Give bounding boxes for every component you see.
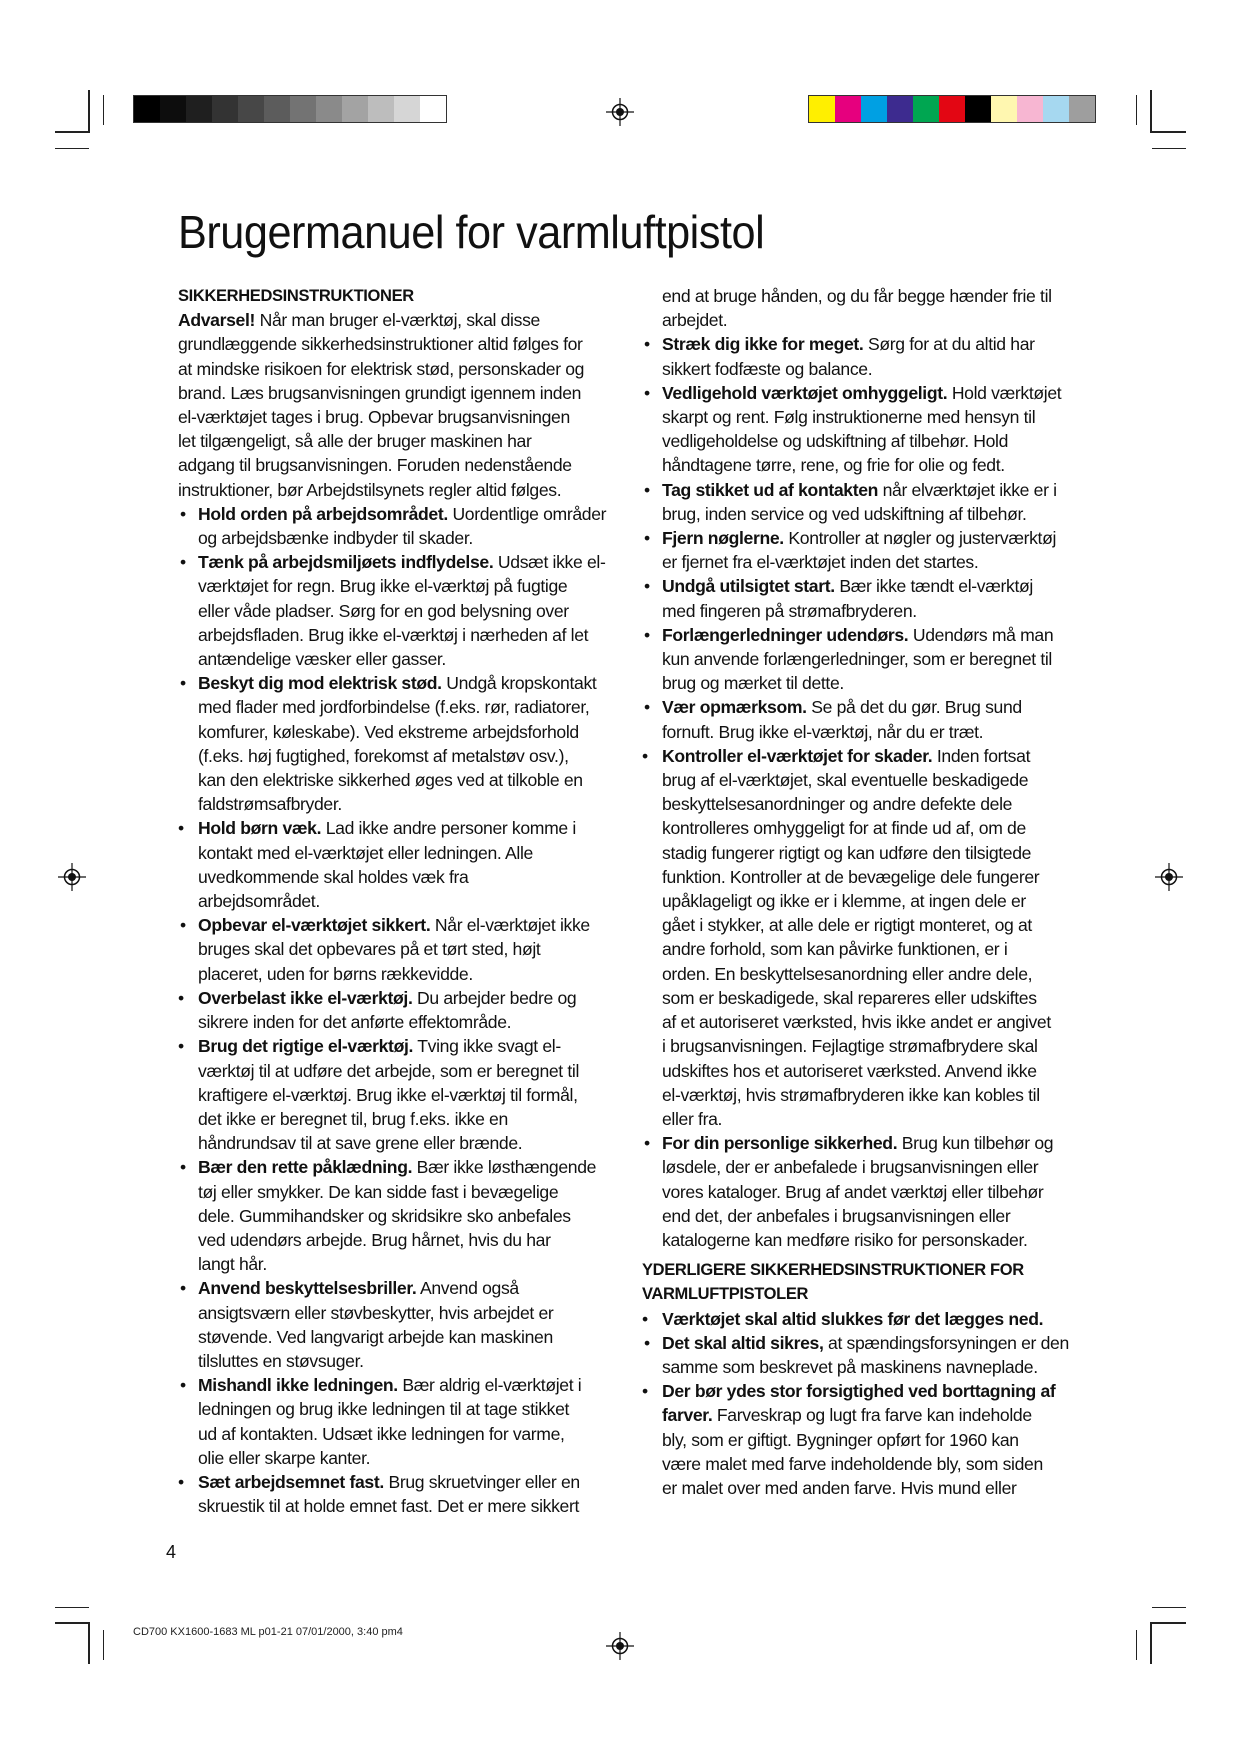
- item-heading: Tag stikket ud af kontakten: [662, 479, 879, 500]
- gray-swatch: [368, 96, 394, 122]
- section-heading-2: YDERLIGERE SIKKERHEDSINSTRUKTIONER FOR VARMLUFTPISTOLER: [642, 1261, 1024, 1304]
- list-item: • Hold orden på arbejdsområdet. Uordentlige områder og arbejdsbænke indbyder til skader.: [178, 502, 618, 550]
- gray-swatch: [264, 96, 290, 122]
- crop-mark-bl-v2: [103, 1630, 104, 1660]
- color-swatch: [887, 96, 913, 122]
- color-swatch: [1069, 96, 1095, 122]
- item-heading: Bær den rette påklædning.: [198, 1157, 413, 1178]
- gray-swatch: [394, 96, 420, 122]
- page-title: Brugermanuel for varmluftpistol: [178, 206, 765, 258]
- list-item: • Beskyt dig mod elektrisk stød. Undgå kropskontakt med flader med jordforbindelse (f.eks. rør, radiatorer, komfurer, køleskabe). Ved ekstreme arbejdsforhold (f.eks. høj fugtighed, forekomst af metalstøv osv.), kan den elektriske sikkerhed øges ved at tilkoble en faldstrømsafbryder.: [178, 671, 618, 816]
- crop-mark-br-v2: [1136, 1630, 1137, 1660]
- gray-swatch: [160, 96, 186, 122]
- list-item: • Undgå utilsigtet start. Bær ikke tændt el-værktøj med fingeren på strømafbryderen.: [642, 574, 1082, 622]
- item-heading: Værktøjet skal altid slukkes før det lægges ned.: [662, 1308, 1044, 1329]
- list-item: • Der bør ydes stor forsigtighed ved borttagning af farver. Farveskrap og lugt fra farve kan indeholde bly, som er giftigt. Bygninger opført for 1960 kan være malet med farve indeholdende bly, som siden er malet over med anden farve. Hvis mund eller: [642, 1379, 1082, 1500]
- list-item: • Sæt arbejdsemnet fast. Brug skruetvinger eller en skruestik til at holde emnet fast. Det er mere sikkert: [178, 1470, 618, 1518]
- list-item: • Tag stikket ud af kontakten når elværktøjet ikke er i brug, inden service og ved udskiftning af tilbehør.: [642, 478, 1082, 526]
- item-heading: Brug det rigtige el-værktøj.: [198, 1036, 414, 1057]
- grayscale-calibration-bar: [133, 95, 447, 123]
- crop-mark-bl-h2: [55, 1607, 89, 1608]
- color-swatch: [965, 96, 991, 122]
- item-heading: Hold orden på arbejdsområdet.: [198, 503, 448, 524]
- color-swatch: [809, 96, 835, 122]
- item-heading: Stræk dig ikke for meget.: [662, 334, 864, 355]
- list-item: • Stræk dig ikke for meget. Sørg for at du altid har sikkert fodfæste og balance.: [642, 332, 1082, 380]
- color-swatch: [991, 96, 1017, 122]
- registration-mark-bottom-icon: [606, 1632, 634, 1660]
- crop-mark-tl-h2: [55, 148, 89, 149]
- item-heading: Hold børn væk.: [198, 818, 322, 839]
- item-heading: For din personlige sikkerhed.: [662, 1133, 898, 1154]
- intro-paragraph: Advarsel! Når man bruger el-værktøj, skal disse grundlæggende sikkerhedsinstruktioner altid følges for at mindske risikoen for elektrisk stød, personskader og brand. Læs brugsanvisningen grundigt igennem inden el-værktøjet tages i brug. Opbevar brugsanvisningen let tilgængeligt, så alle der bruger maskinen har adgang til brugsanvisningen. Foruden nedenstående instruktioner, bør Arbejdstilsynets regler altid følges.: [178, 310, 585, 500]
- right-column: [642, 284, 1082, 1500]
- list-item: [642, 1307, 1082, 1331]
- crop-mark-tl-v2: [103, 95, 104, 125]
- item-heading: Sæt arbejdsemnet fast.: [198, 1471, 384, 1492]
- crop-mark-tr-h: [1150, 131, 1186, 133]
- safety-list: [178, 502, 618, 1519]
- list-item: • Brug det rigtige el-værktøj. Tving ikke svagt el- værktøj til at udføre det arbejde, som er beregnet til kraftigere el-værktøj. Brug ikke el-værktøj til formål, det ikke er beregnet til, brug f.eks. ikke en håndrundsav til at save grene eller brænde.: [178, 1034, 618, 1155]
- print-footer: CD700 KX1600-1683 ML p01-21 07/01/2000, 3:40 pm4: [133, 1626, 403, 1638]
- item-heading: Mishandl ikke ledningen.: [198, 1375, 398, 1396]
- list-item: • Hold børn væk. Lad ikke andre personer komme i kontakt med el-værktøjet eller ledningen. Alle uvedkommende skal holdes væk fra arbejdsområdet.: [178, 816, 618, 913]
- list-item: • Vedligehold værktøjet omhyggeligt. Hold værktøjet skarpt og rent. Følg instruktionerne med hensyn til vedligeholdelse og udskiftning af tilbehør. Hold håndtagene tørre, rene, og frie for olie og fedt.: [642, 381, 1082, 478]
- color-swatch: [913, 96, 939, 122]
- gray-swatch: [290, 96, 316, 122]
- item-heading: Opbevar el-værktøjet sikkert.: [198, 915, 431, 936]
- item-heading: Overbelast ikke el-værktøj.: [198, 987, 413, 1008]
- registration-mark-left-icon: [58, 863, 86, 891]
- crop-mark-bl-v: [88, 1622, 90, 1664]
- list-item: • Fjern nøglerne. Kontroller at nøgler og justerværktøj er fjernet fra el-værktøjet inden det startes.: [642, 526, 1082, 574]
- list-item: • Mishandl ikke ledningen. Bær aldrig el-værktøjet i ledningen og brug ikke ledningen til at tage stikket ud af kontakten. Udsæt ikke ledningen for varme, olie eller skarpe kanter.: [178, 1373, 618, 1470]
- warning-label: Advarsel!: [178, 310, 256, 331]
- crop-mark-tr-v2: [1136, 95, 1137, 125]
- item-heading: Kontroller el-værktøjet for skader.: [662, 745, 933, 766]
- gray-swatch: [238, 96, 264, 122]
- list-item: • Bær den rette påklædning. Bær ikke løsthængende tøj eller smykker. De kan sidde fast i bevægelige dele. Gummihandsker og skridsikre sko anbefales ved udendørs arbejde. Brug hårnet, hvis du har langt hår.: [178, 1155, 618, 1276]
- crop-mark-tr-h2: [1152, 148, 1186, 149]
- crop-mark-tr-v: [1150, 90, 1152, 132]
- item-heading: Vedligehold værktøjet omhyggeligt.: [662, 382, 948, 403]
- list-item: • Opbevar el-værktøjet sikkert. Når el-værktøjet ikke bruges skal det opbevares på et tørt sted, højt placeret, uden for børns rækkevidde.: [178, 913, 618, 986]
- gray-swatch: [134, 96, 160, 122]
- list-item: • Vær opmærksom. Se på det du gør. Brug sund fornuft. Brug ikke el-værktøj, når du er træt.: [642, 695, 1082, 743]
- item-heading: Tænk på arbejdsmiljøets indflydelse.: [198, 552, 494, 573]
- crop-mark-br-h2: [1152, 1607, 1186, 1608]
- crop-mark-tl-v: [88, 90, 90, 132]
- page-number: 4: [166, 1542, 177, 1562]
- gray-swatch: [186, 96, 212, 122]
- item-heading: Fjern nøglerne.: [662, 528, 784, 549]
- color-swatch: [835, 96, 861, 122]
- item-heading: Anvend beskyttelsesbriller.: [198, 1278, 417, 1299]
- item-heading: Forlængerledninger udendørs.: [662, 624, 909, 645]
- color-swatch: [861, 96, 887, 122]
- list-item: • For din personlige sikkerhed. Brug kun tilbehør og løsdele, der er anbefalede i brugsanvisningen eller vores kataloger. Brug af andet værktøj eller tilbehør end det, der anbefales i brugsanvisningen eller katalogerne kan medføre risiko for personskader.: [642, 1131, 1082, 1252]
- item-heading: Det skal altid sikres,: [662, 1332, 824, 1353]
- crop-mark-bl-h: [55, 1622, 90, 1624]
- gray-swatch: [420, 96, 446, 122]
- color-swatch: [939, 96, 965, 122]
- color-swatch: [1017, 96, 1043, 122]
- list-item: • Kontroller el-værktøjet for skader. Inden fortsat brug af el-værktøjet, skal eventuelle beskadigede beskyttelsesanordninger og andre defekte dele kontrolleres omhyggeligt for at finde ud af, om de stadig fungerer rigtigt og kan udføre den tilsigtede funktion. Kontroller at de bevægelige dele fungerer upåklageligt og ikke er i klemme, at ingen dele er gået i stykker, at alle dele er rigtigt monteret, og at andre forhold, som kan påvirke funktionen, er i orden. En beskyttelsesanordning eller andre dele, som er beskadigede, skal repareres eller udskiftes af et autoriseret værksted, hvis ikke andet er angivet i brugsanvisningen. Fejlagtige strømafbrydere skal udskiftes hos et autoriseret værksted. Anvend ikke el-værktøj, hvis strømafbryderen ikke kan kobles til eller fra.: [642, 744, 1082, 1131]
- list-item: • Anvend beskyttelsesbriller. Anvend også ansigtsværn eller støvbeskytter, hvis arbejdet er støvende. Ved langvarigt arbejde kan maskinen tilsluttes en støvsuger.: [178, 1276, 618, 1373]
- list-item: • Forlængerledninger udendørs. Udendørs må man kun anvende forlængerledninger, som er beregnet til brug og mærket til dette.: [642, 623, 1082, 696]
- gray-swatch: [212, 96, 238, 122]
- item-heading: Undgå utilsigtet start.: [662, 576, 835, 597]
- item-heading: Beskyt dig mod elektrisk stød.: [198, 673, 442, 694]
- list-item: • Tænk på arbejdsmiljøets indflydelse. Udsæt ikke el- værktøjet for regn. Brug ikke el-værktøj på fugtige eller våde pladser. Sørg for en god belysning over arbejdsfladen. Brug ikke el-værktøj i nærheden af let antændelige væsker eller gasser.: [178, 550, 618, 671]
- heatgun-safety-list: [642, 1307, 1082, 1501]
- color-swatch: [1043, 96, 1069, 122]
- crop-mark-br-v: [1150, 1622, 1152, 1664]
- crop-mark-br-h: [1150, 1622, 1186, 1624]
- gray-swatch: [342, 96, 368, 122]
- list-item: • Overbelast ikke el-værktøj. Du arbejder bedre og sikrere inden for det anførte effektområde.: [178, 986, 618, 1034]
- left-column: [178, 284, 618, 1518]
- gray-swatch: [316, 96, 342, 122]
- item-heading: Vær opmærksom.: [662, 697, 807, 718]
- continuation-text: end at bruge hånden, og du får begge hænder frie til arbejdet.: [662, 286, 1052, 331]
- item-heading: Der bør ydes stor forsigtighed ved borttagning af: [662, 1381, 1056, 1402]
- list-item: • Det skal altid sikres, at spændingsforsyningen er den samme som beskrevet på maskinens navneplade.: [642, 1331, 1082, 1379]
- registration-mark-top-icon: [606, 98, 634, 126]
- color-calibration-bar: [808, 95, 1096, 123]
- registration-mark-right-icon: [1155, 863, 1183, 891]
- safety-list-continued: [642, 332, 1082, 1252]
- section-heading: SIKKERHEDSINSTRUKTIONER: [178, 287, 414, 305]
- crop-mark-tl-h: [55, 131, 90, 133]
